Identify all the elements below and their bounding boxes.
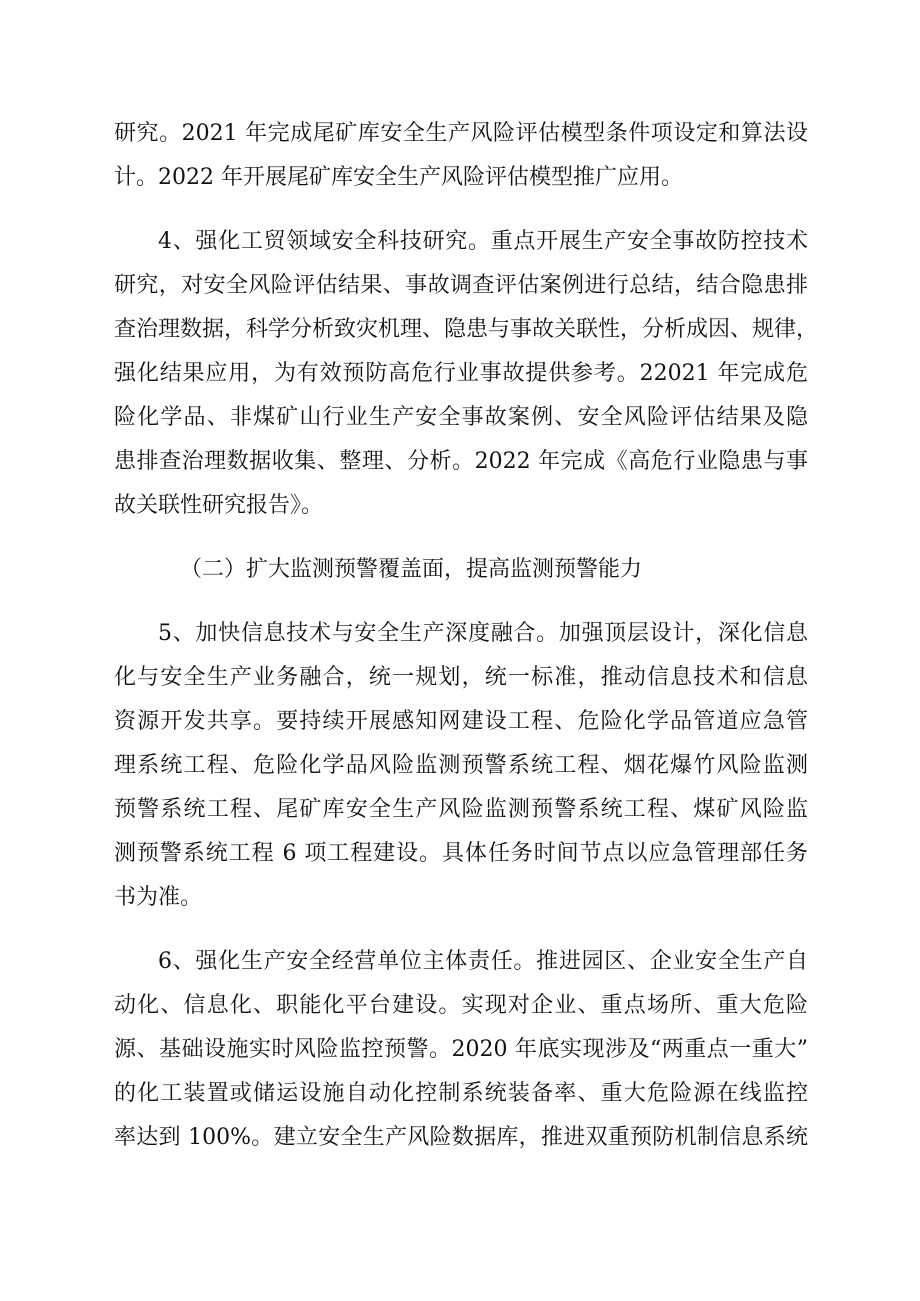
- text-line: 5、加快信息技术与安全生产深度融合。加强顶层设计，深化信息: [158, 621, 808, 646]
- text-line: 化与安全生产业务融合，统一规划，统一标准，推动信息技术和信息: [114, 665, 808, 690]
- text-line: 理系统工程、危险化学品风险监测预警系统工程、烟花爆竹风险监测: [114, 753, 808, 778]
- paragraph-research-tailings: [114, 112, 808, 200]
- text-line: 故关联性研究报告》。: [114, 493, 324, 518]
- text-line: 的化工装置或储运设施自动化控制系统装备率、重大危险源在线监控: [114, 1081, 808, 1106]
- text-line: 计。2022 年开展尾矿库安全生产风险评估模型推广应用。: [114, 165, 683, 190]
- text-line: 6、强化生产安全经营单位主体责任。推进园区、企业安全生产自: [158, 949, 808, 974]
- text-line: 查治理数据，科学分析致灾机理、隐患与事故关联性，分析成因、规律，: [114, 317, 819, 342]
- text-line: 患排查治理数据收集、整理、分析。2022 年完成《高危行业隐患与事: [114, 449, 808, 474]
- text-line: 预警系统工程、尾矿库安全生产风险监测预警系统工程、煤矿风险监: [114, 797, 808, 822]
- paragraph-item-4: [114, 220, 819, 528]
- document-body: [114, 112, 819, 1160]
- paragraph-item-6: [114, 940, 808, 1160]
- text-line: 动化、信息化、职能化平台建设。实现对企业、重点场所、重大危险: [114, 993, 808, 1018]
- text-line: 研究，对安全风险评估结果、事故调查评估案例进行总结，结合隐患排: [114, 273, 808, 298]
- text-line: 强化结果应用，为有效预防高危行业事故提供参考。22021 年完成危: [114, 361, 808, 386]
- text-line: 资源开发共享。要持续开展感知网建设工程、危险化学品管道应急管: [114, 709, 808, 734]
- text-line: 书为准。: [114, 885, 203, 910]
- text-line: 测预警系统工程 6 项工程建设。具体任务时间节点以应急管理部任务: [114, 841, 808, 866]
- text-line: 4、强化工贸领域安全科技研究。重点开展生产安全事故防控技术: [158, 229, 808, 254]
- text-line: 研究。2021 年完成尾矿库安全生产风险评估模型条件项设定和算法设: [114, 121, 808, 146]
- text-line: 率达到 100%。建立安全生产风险数据库，推进双重预防机制信息系统: [114, 1125, 808, 1150]
- paragraph-item-5: [114, 612, 808, 920]
- text-line: 险化学品、非煤矿山行业生产安全事故案例、安全风险评估结果及隐: [114, 405, 808, 430]
- section-heading: （二）扩大监测预警覆盖面，提高监测预警能力: [180, 557, 643, 582]
- text-line: 源、基础设施实时风险监控预警。2020 年底实现涉及“两重点一重大”: [114, 1037, 808, 1062]
